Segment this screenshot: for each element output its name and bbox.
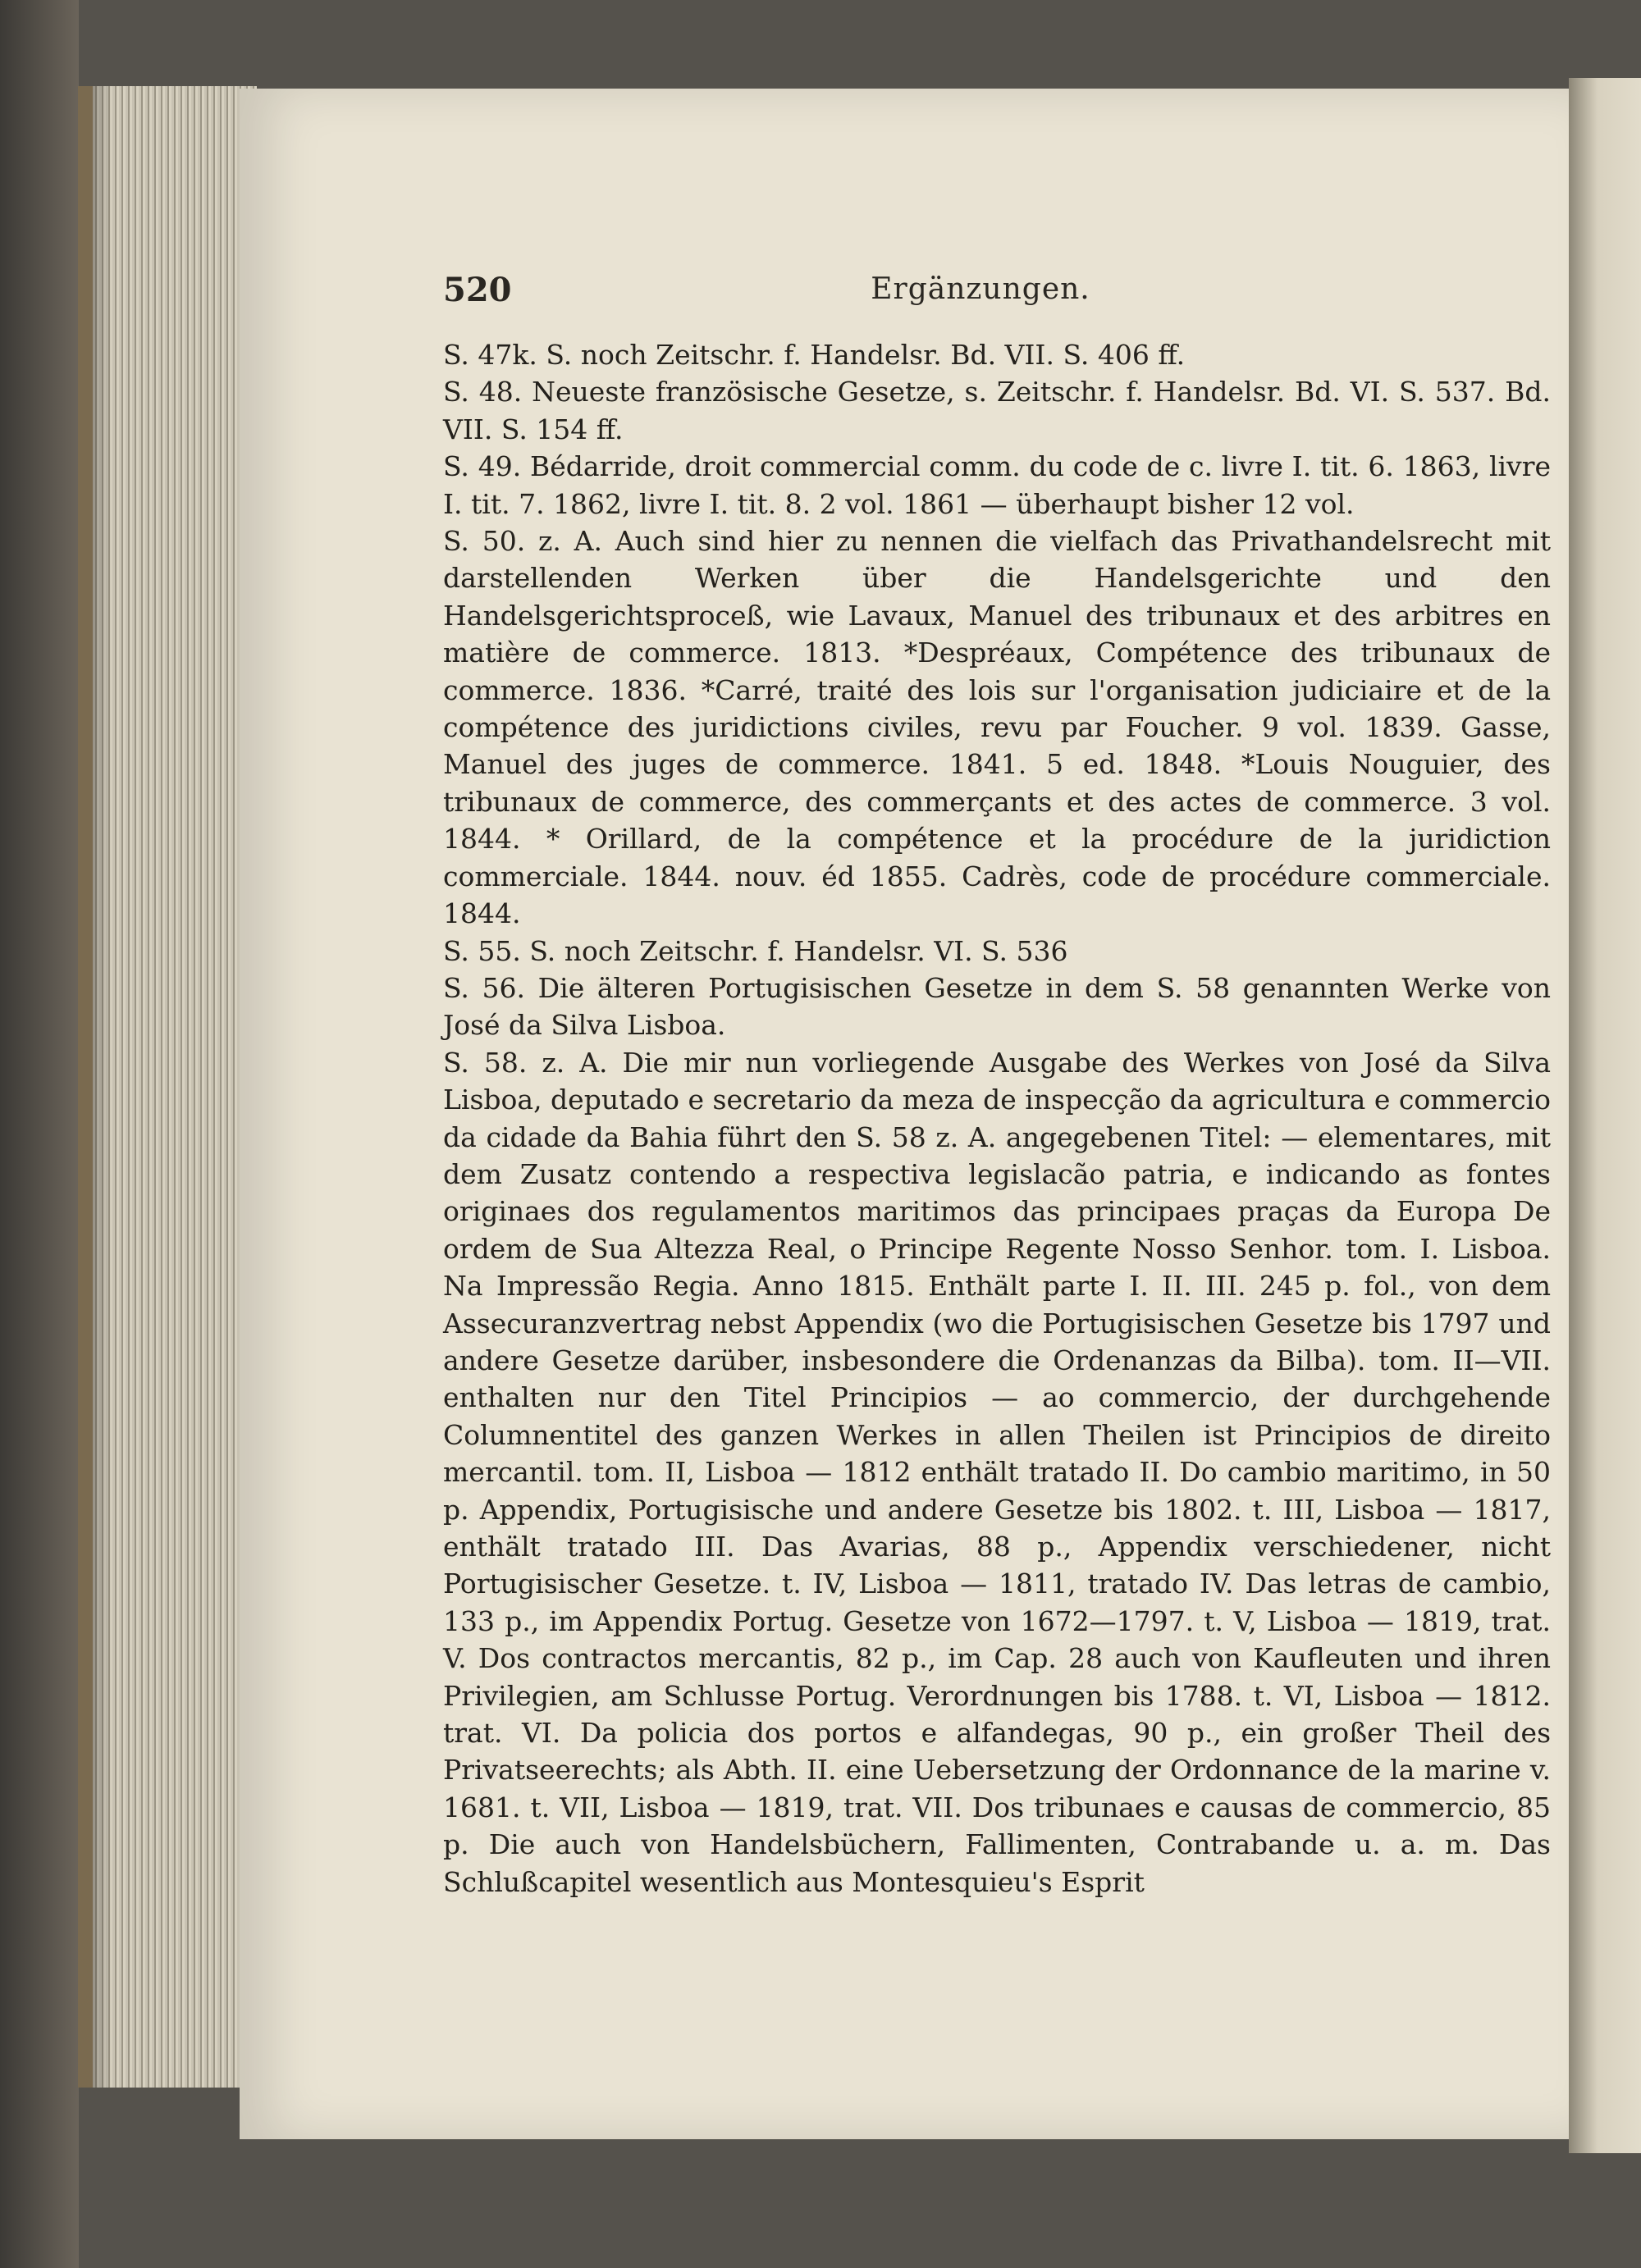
running-title: Ergänzungen. — [871, 272, 1090, 306]
entry-s56: S. 56. Die älteren Portugisischen Gesetze in dem S. 58 genannten Werke von José da Silva Lisboa. — [443, 971, 1551, 1042]
book-page-edges — [78, 86, 257, 2088]
entry-s58: S. 58. z. A. Die mir nun vorliegende Ausgabe des Werkes von José da Silva Lisboa, deputado e secretario da meza de inspecção da agricultura e commercio da cidade da Bahia führt den S. 58 z. A. angegebenen Titel: — elementares, mit dem Zusatz contendo a respectiva legislacão patria, e indicando as fontes originaes dos regulamentos maritimos das principaes praças da Europa De ordem de Sua Altezza Real, o Principe Regente Nosso Senhor. tom. I. Lisboa. Na Impressão Regia. Anno 1815. Enthält parte I. II. III. 245 p. fol., von dem Assecuranzvertrag nebst Appendix (wo die Portugisischen Gesetze bis 1797 und andere Gesetze darüber, insbesondere die Ordenanzas da Bilba). tom. II—VII. enthalten nur den Titel Principios — ao commercio, der durchgehende Columnentitel des ganzen Werkes in allen Theilen ist Principios de direito mercantil. tom. II, Lisboa — 1812 enthält tratado II. Do cambio maritimo, in 50 p. Appendix, Portugisische und andere Gesetze bis 1802. t. III, Lisboa — 1817, enthält tratado III. Das Avarias, 88 p., Appendix verschiedener, nicht Portugisischer Gesetze. t. IV, Lisboa — 1811, tratado IV. Das letras de cambio, 133 p., im Appendix Portug. Gesetze von 1672—1797. t. V, Lisboa — 1819, trat. V. Dos contractos mercantis, 82 p., im Cap. 28 auch von Kaufleuten und ihren Privilegien, am Schlusse Portug. Verordnungen bis 1788. t. VI, Lisboa — 1812. trat. VI. Da policia dos portos e alfandegas, 90 p., ein großer Theil des Privatseerechts; als Abth. II. eine Uebersetzung der Ordonnance de la marine v. 1681. t. VII, Lisboa — 1819, trat. VII. Dos tribunaes e causas de commercio, 85 p. Die auch von Handelsbüchern, Fallimenten, Contrabande u. a. m. Das Schlußcapitel wesentlich aus Montesquieu's Esprit — [443, 1046, 1551, 1898]
page-number: 520 — [443, 271, 512, 309]
book-cover-left — [0, 0, 79, 2268]
entry-s49: S. 49. Bédarride, droit commercial comm. du code de c. livre I. tit. 6. 1863, livre I. tit. 7. 1862, livre I. tit. 8. 2 vol. 1861 — überhaupt bisher 12 vol. — [443, 450, 1551, 520]
entry-s50: S. 50. z. A. Auch sind hier zu nennen die vielfach das Privathandelsrecht mit darstellenden Werken über die Handelsgerichte und den Handelsgerichtsproceß, wie Lavaux, Manuel des tribunaux et des arbitres en matière de commerce. 1813. *Despréaux, Compétence des tribunaux de commerce. 1836. *Carré, traité des lois sur l'organisation judiciaire et de la compétence des juridictions civiles, revu par Foucher. 9 vol. 1839. Gasse, Manuel des juges de commerce. 1841. 5 ed. 1848. *Louis Nouguier, des tribunaux de commerce, des commerçants et des actes de commerce. 3 vol. 1844. * Orillard, de la compétence et la procédure de la juridiction commerciale. 1844. nouv. éd 1855. Cadrès, code de procédure commerciale. 1844. — [443, 525, 1551, 930]
next-page-edge — [1569, 78, 1641, 2153]
entry-s47k: S. 47k. S. noch Zeitschr. f. Handelsr. Bd. VII. S. 406 ff. — [443, 339, 1186, 371]
entry-s55: S. 55. S. noch Zeitschr. f. Handelsr. VI. S. 536 — [443, 934, 1068, 967]
page-body — [443, 336, 1551, 1901]
entry-s48: S. 48. Neueste französische Gesetze, s. Zeitschr. f. Handelsr. Bd. VI. S. 537. Bd. VII. S. 154 ff. — [443, 376, 1551, 445]
page-header — [443, 271, 1518, 320]
